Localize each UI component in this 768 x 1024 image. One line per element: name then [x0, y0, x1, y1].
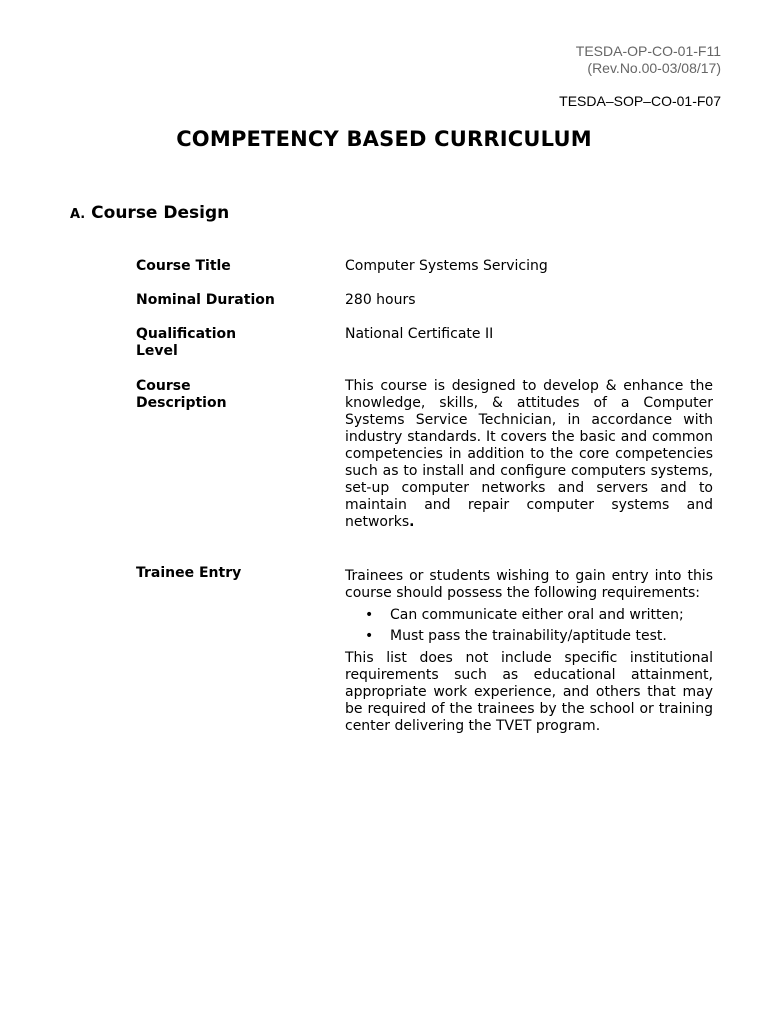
list-item	[345, 628, 713, 645]
trainee-entry-intro: Trainees or students wishing to gain entry into this course should possess the following requirements:	[345, 568, 713, 601]
requirement-text: Can communicate either oral and written;	[390, 607, 684, 623]
nominal-duration-label: Nominal Duration	[136, 292, 275, 308]
list-item	[345, 607, 713, 624]
course-title-label: Course Title	[136, 258, 231, 274]
bullet-icon: •	[365, 607, 374, 623]
course-description-value	[345, 378, 713, 531]
requirement-text: Must pass the trainability/aptitude test.	[390, 628, 667, 644]
section-heading-text: Course Design	[91, 203, 230, 223]
nominal-duration-value: 280 hours	[345, 292, 416, 308]
bullet-icon: •	[365, 628, 374, 644]
requirements-list	[345, 607, 713, 645]
course-description-label: Course Description	[136, 378, 227, 411]
document-title: COMPETENCY BASED CURRICULUM	[176, 127, 592, 151]
trainee-entry-block	[345, 568, 713, 735]
form-code-block	[576, 43, 721, 77]
form-code: TESDA-OP-CO-01-F11	[575, 43, 721, 59]
section-letter: A.	[70, 207, 86, 222]
qualification-level-label: Qualification Level	[136, 326, 237, 359]
section-heading	[70, 203, 229, 223]
trainee-entry-note: This list does not include specific institutional requirements such as educational attainment, appropriate work experience, and others that may be required of the trainees by the school or training center delivering the TVET program.	[345, 650, 713, 734]
course-title-value: Computer Systems Servicing	[345, 258, 548, 274]
revision-number: (Rev.No.00-03/08/17)	[587, 60, 721, 76]
trainee-entry-label: Trainee Entry	[136, 565, 242, 581]
course-description-text: This course is designed to develop & enhance the knowledge, skills, & attitudes of a Computer Systems Service Technician, in accordance with industry standards. It covers the basic and common competencies in addition to the core competencies such as to install and configure computers systems, set-up computer networks and servers and to maintain and repair computer systems and networks	[345, 378, 713, 530]
sop-code: TESDA–SOP–CO-01-F07	[559, 93, 721, 109]
course-description-end-mark: .	[409, 514, 415, 530]
qualification-level-value: National Certificate II	[345, 326, 494, 342]
